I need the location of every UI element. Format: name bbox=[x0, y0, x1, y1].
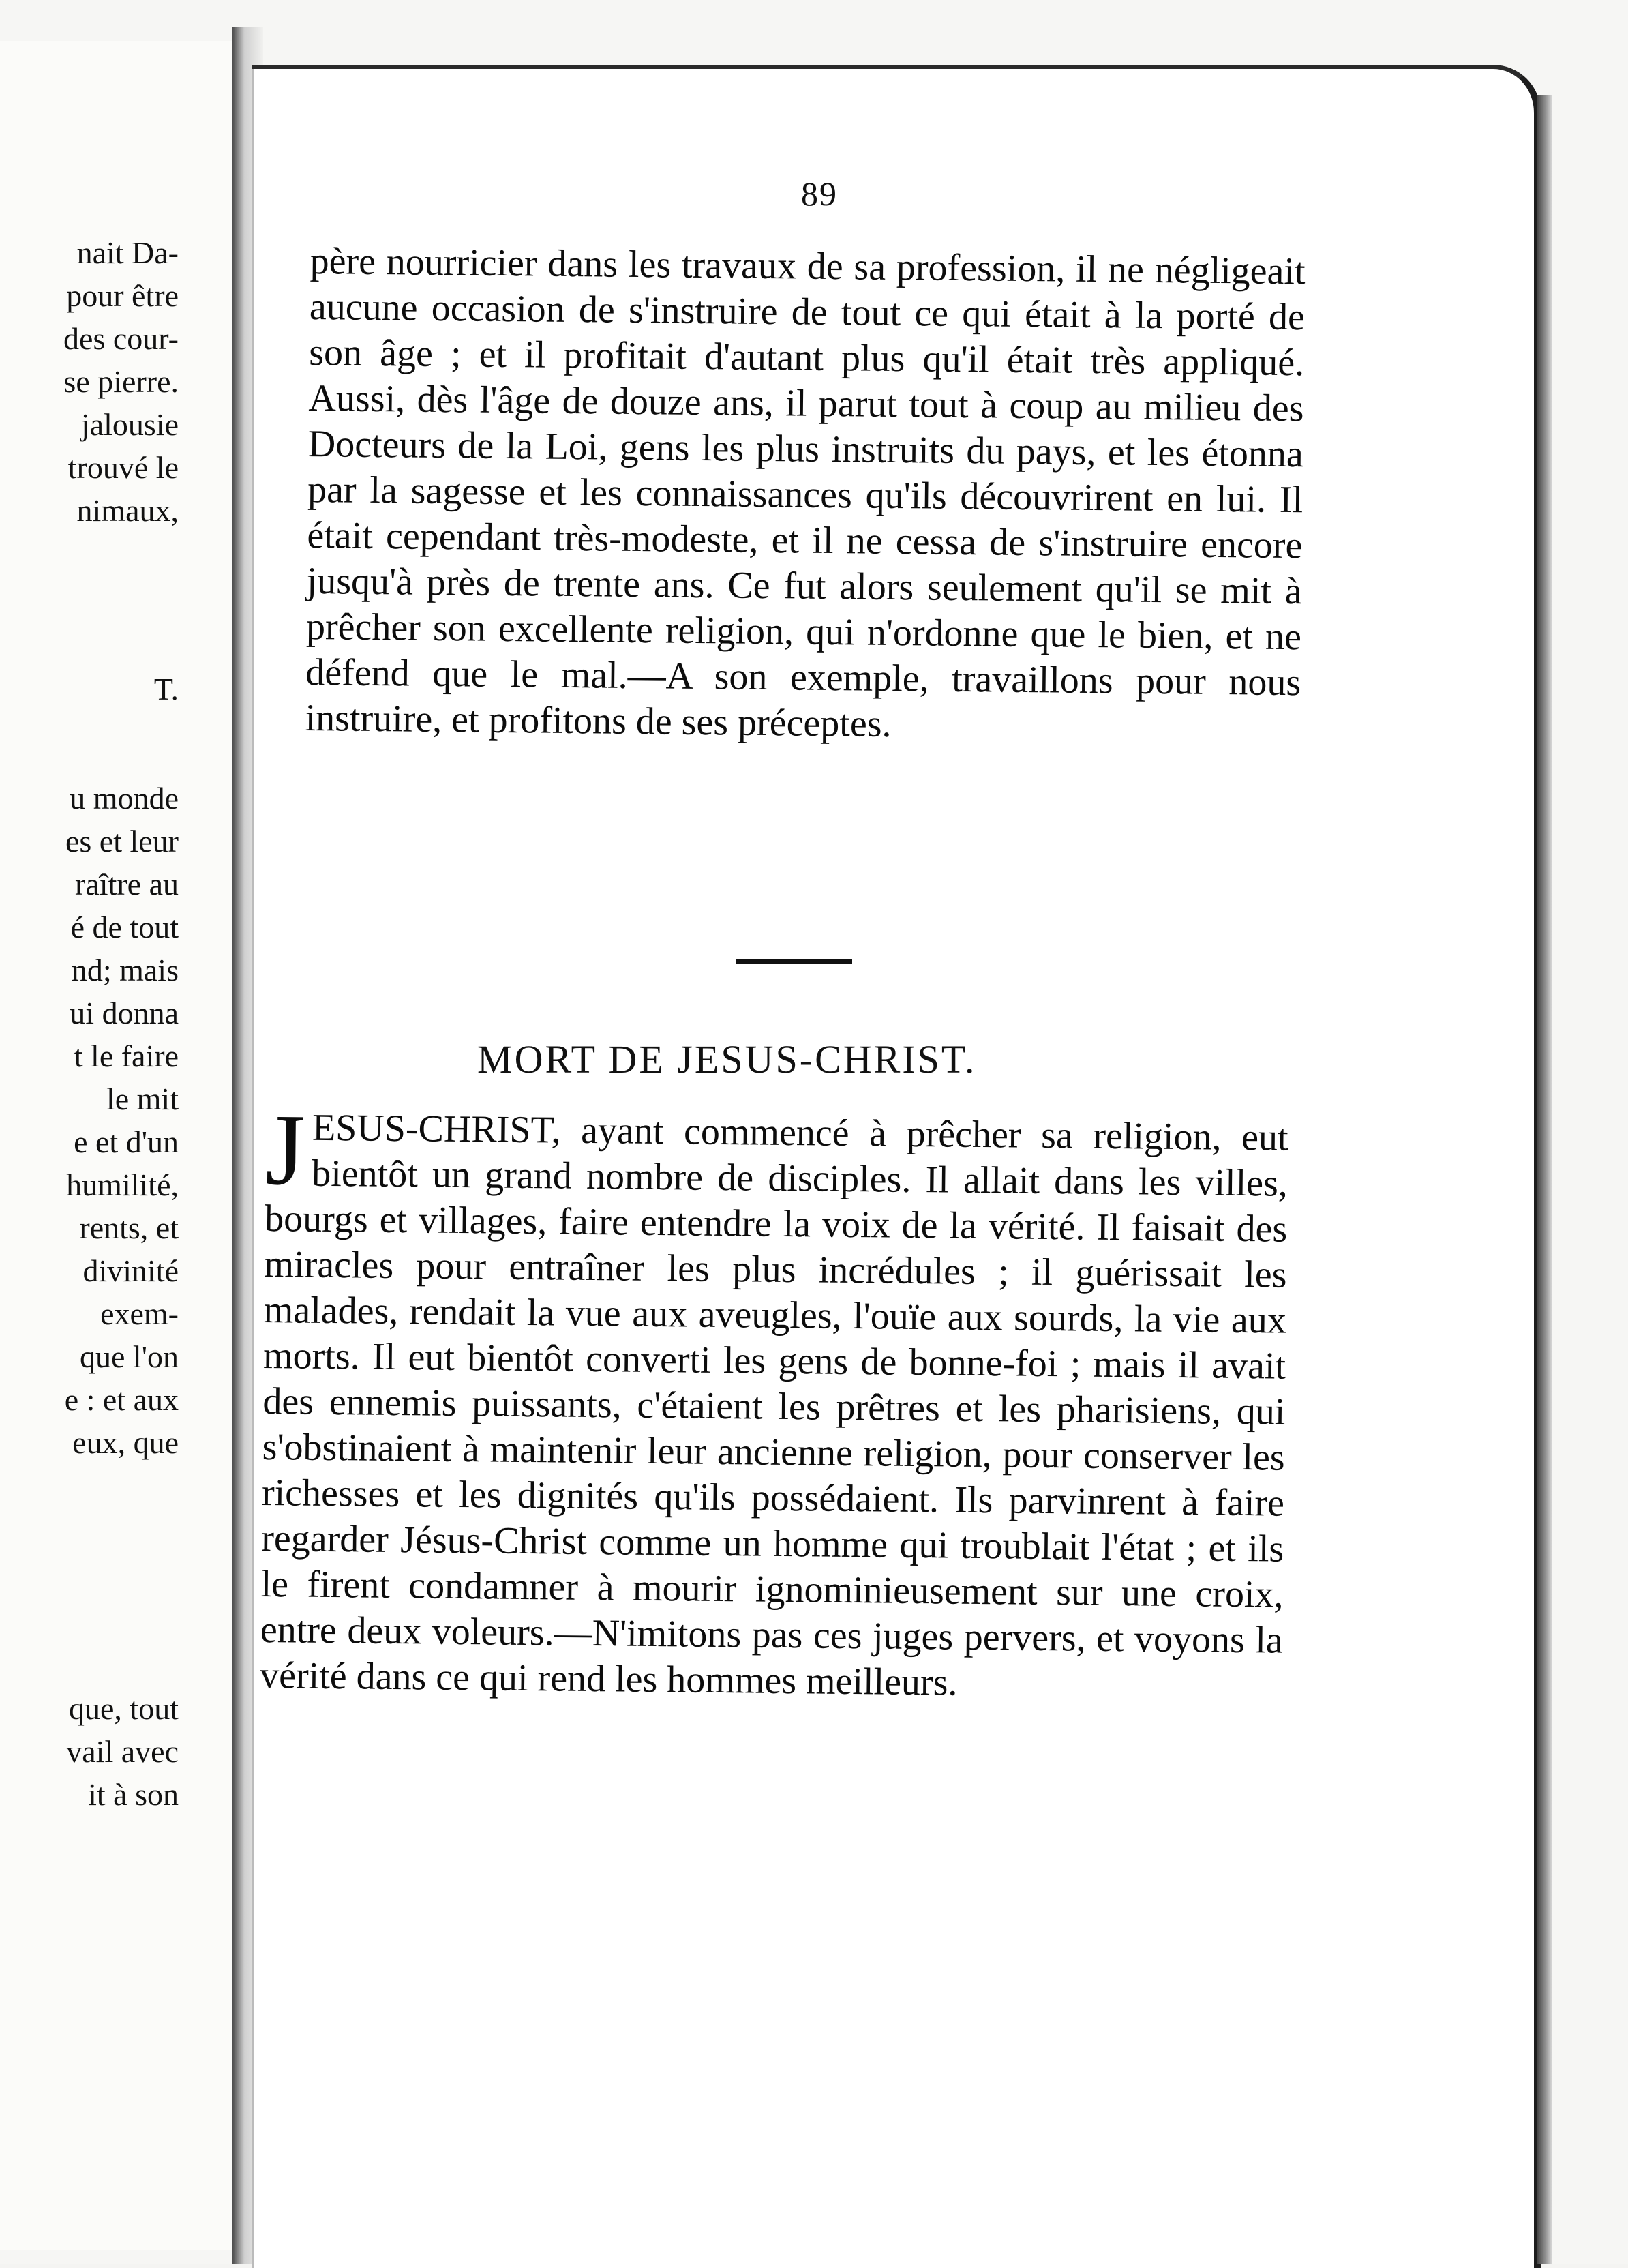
left-page-line: nd; mais bbox=[71, 953, 179, 987]
left-page-line: trouvé le bbox=[67, 450, 179, 485]
left-page-line: des cour- bbox=[63, 321, 179, 356]
left-page-line: se pierre. bbox=[63, 364, 179, 399]
left-page-line: jalousie bbox=[80, 407, 179, 442]
paragraph-2-text: ESUS-CHRIST, ayant commencé à prêcher sa religion, eut bientôt un grand nombre de disciples. Il allait dans les villes, bourgs et villages, faire entendre la voix de la vérité. Il faisait des miracles pour entraîner les plus incrédules ; il guérissait les malades, rendait la vue aux aveugles, l'ouïe aux sourds, la vie aux morts. Il eut bientôt converti les gens de bonne-foi ; mais il avait des ennemis puissants, c'étaient les prêtres et les pharisiens, qui s'obstinaient à maintenir leur ancienne religion, pour conserver les richesses et les dignités qu'ils possédaient. Ils parvinrent à faire regarder Jésus-Christ comme un homme qui troublait l'état ; et ils le firent condamner à mourir ignominieusement sur une croix, entre deux voleurs.—N'imitons pas ces juges pervers, et voyons la vérité dans ce qui rend les hommes meilleurs. bbox=[259, 1106, 1288, 1704]
left-page-line: eux, que bbox=[72, 1425, 179, 1460]
left-page-line: é de tout bbox=[70, 910, 179, 944]
page-edge-shadow bbox=[1537, 95, 1552, 2264]
left-page-line: ui donna bbox=[70, 996, 179, 1030]
drop-cap: J bbox=[265, 1093, 306, 1207]
left-page-line: rents, et bbox=[79, 1210, 179, 1245]
left-page-line: vail avec bbox=[66, 1734, 179, 1769]
left-page-line: exem- bbox=[100, 1296, 179, 1331]
page-number: 89 bbox=[801, 175, 838, 213]
left-page-line: que l'on bbox=[80, 1339, 179, 1374]
left-page-line: raître au bbox=[75, 867, 179, 901]
left-page-line: pour être bbox=[66, 278, 179, 313]
left-page-line: e et d'un bbox=[74, 1124, 179, 1159]
left-page-line: nait Da- bbox=[76, 235, 179, 270]
left-page-line: e : et aux bbox=[64, 1382, 179, 1417]
left-page-line: que, tout bbox=[69, 1691, 179, 1726]
left-page-line: nimaux, bbox=[76, 493, 179, 528]
left-page-line: le mit bbox=[106, 1081, 179, 1116]
body-paragraph-1: père nourricier dans les travaux de sa profession, il ne négligeait aucune occasion de s'instruire de tout ce qui était à la porté de son âge ; et il profitait d'autant plus qu'il était très appliqué. Aussi, dès l'âge de douze ans, il parut tout à coup au milieu des Docteurs de la Loi, gens les plus instruits du pays, et les étonna par la sagesse et les connaissances qu'ils découvrirent en lui. Il était cependant très-modeste, et il ne cessa de s'instruire encore jusqu'à près de trente ans. Ce fut alors seulement qu'il se mit à prêcher son excellente religion, qui n'ordonne que le bien, et ne défend que le mal.—A son exemple, travaillons pour nous instruire, et profitons de ses préceptes. bbox=[305, 239, 1306, 745]
left-page-line: humilité, bbox=[66, 1167, 179, 1202]
left-page-line: u monde bbox=[70, 781, 179, 816]
left-facing-page bbox=[0, 41, 237, 2250]
body-paragraph-2 bbox=[259, 1093, 1288, 1710]
left-page-line: it à son bbox=[88, 1777, 179, 1812]
left-page-line: es et leur bbox=[65, 824, 179, 859]
left-page-line: T. bbox=[153, 672, 179, 706]
left-page-line: divinité bbox=[82, 1253, 179, 1288]
section-heading: MORT DE JESUS-CHRIST. bbox=[477, 1037, 977, 1081]
left-page-line: t le faire bbox=[74, 1039, 179, 1073]
section-divider bbox=[736, 959, 852, 964]
